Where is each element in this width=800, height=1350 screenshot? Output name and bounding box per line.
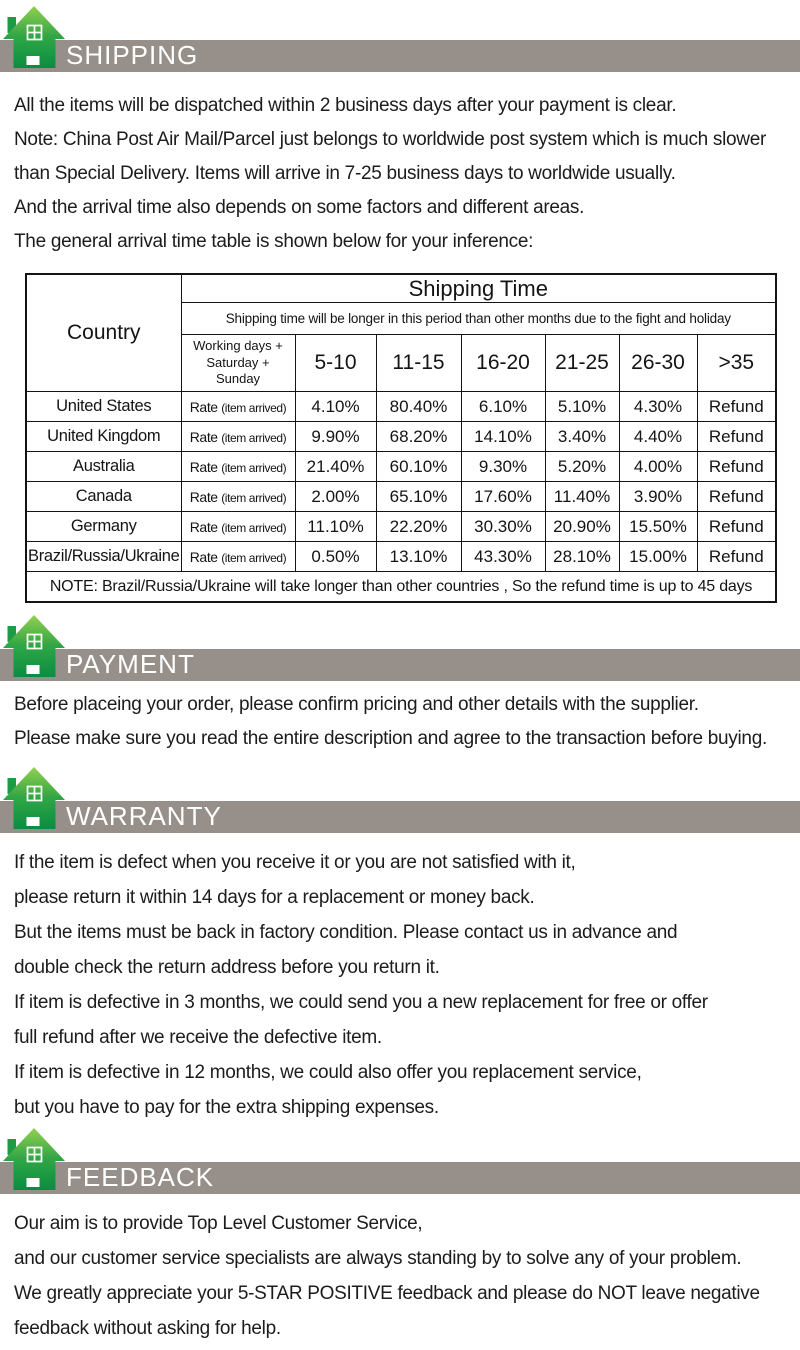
rate-value: 68.20% [376, 422, 461, 452]
country-cell: United States [26, 392, 181, 422]
rate-value: 65.10% [376, 482, 461, 512]
shipping-banner [0, 40, 800, 72]
rate-sublabel: (item arrived) [221, 430, 287, 445]
rate-label-cell [181, 392, 295, 422]
feedback-text-line: feedback without asking for help. [14, 1317, 281, 1339]
house-icon [3, 5, 65, 69]
rate-label: Rate [189, 398, 218, 415]
country-cell: Brazil/Russia/Ukraine [26, 542, 181, 572]
feedback-section-title: FEEDBACK [66, 1162, 215, 1192]
rate-value: 60.10% [376, 452, 461, 482]
rate-value: 17.60% [461, 482, 545, 512]
house-icon [3, 766, 65, 830]
rate-value: 22.20% [376, 512, 461, 542]
working-days-line: Saturday + [206, 354, 270, 370]
rate-value: 9.30% [461, 452, 545, 482]
rate-value: 4.10% [295, 392, 376, 422]
refund-cell: Refund [697, 512, 776, 542]
table-row [26, 392, 776, 422]
house-icon [3, 614, 65, 678]
rate-sublabel: (item arrived) [221, 490, 287, 505]
rate-value: 15.50% [619, 512, 697, 542]
rate-value: 21.40% [295, 452, 376, 482]
rate-value: 3.40% [545, 422, 619, 452]
warranty-paragraph [14, 845, 800, 1125]
range-header: 16-20 [461, 335, 545, 392]
table-header-shipping-time: Shipping Time [181, 274, 776, 303]
range-header: 11-15 [376, 335, 461, 392]
warranty-text-line: If the item is defect when you receive it or you are not satisfied with it, [14, 851, 576, 873]
rate-value: 30.30% [461, 512, 545, 542]
rate-value: 28.10% [545, 542, 619, 572]
table-header-working-days [181, 335, 295, 392]
feedback-banner [0, 1162, 800, 1194]
refund-cell: Refund [697, 482, 776, 512]
table-note-text: NOTE: Brazil/Russia/Ukraine will take longer than other countries , So the refund time is up to 45 days [26, 572, 776, 603]
country-cell: Australia [26, 452, 181, 482]
country-cell: United Kingdom [26, 422, 181, 452]
table-row [26, 542, 776, 572]
rate-value: 80.40% [376, 392, 461, 422]
rate-value: 0.50% [295, 542, 376, 572]
working-days-line: Sunday [215, 371, 261, 387]
warranty-text-line: but you have to pay for the extra shipping expenses. [14, 1096, 439, 1118]
rate-value: 11.40% [545, 482, 619, 512]
payment-section-title: PAYMENT [66, 649, 195, 679]
rate-label: Rate [189, 458, 218, 475]
house-icon [3, 1127, 65, 1191]
rate-value: 13.10% [376, 542, 461, 572]
warranty-text-line: If item is defective in 3 months, we could send you a new replacement for free or offer [14, 991, 708, 1013]
warranty-banner [0, 801, 800, 833]
table-header-country: Country [26, 274, 181, 392]
warranty-text-line: But the items must be back in factory condition. Please contact us in advance and [14, 921, 678, 943]
table-header-row [26, 274, 776, 303]
rate-sublabel: (item arrived) [221, 520, 287, 535]
rate-value: 4.40% [619, 422, 697, 452]
warranty-text-line: full refund after we receive the defective item. [14, 1026, 382, 1048]
feedback-paragraph [14, 1206, 800, 1346]
table-row [26, 512, 776, 542]
feedback-text-line: and our customer service specialists are always standing by to solve any of your problem. [14, 1247, 742, 1269]
working-days-line: Working days + [193, 337, 283, 353]
rate-label: Rate [189, 488, 218, 505]
refund-cell: Refund [697, 422, 776, 452]
country-cell: Germany [26, 512, 181, 542]
shipping-paragraph [14, 89, 800, 259]
table-row [26, 422, 776, 452]
rate-value: 3.90% [619, 482, 697, 512]
rate-value: 11.10% [295, 512, 376, 542]
rate-label-cell [181, 482, 295, 512]
rate-value: 4.30% [619, 392, 697, 422]
table-row [26, 482, 776, 512]
table-note-row [26, 572, 776, 603]
rate-label-cell [181, 422, 295, 452]
rate-label-cell [181, 452, 295, 482]
warranty-text-line: please return it within 14 days for a replacement or money back. [14, 886, 535, 908]
range-header: 5-10 [295, 335, 376, 392]
shipping-text-line: And the arrival time also depends on some factors and different areas. [14, 197, 585, 218]
refund-cell: Refund [697, 452, 776, 482]
table-subheader-text: Shipping time will be longer in this period than other months due to the fight and holiday [181, 303, 776, 335]
payment-text-line: Please make sure you read the entire description and agree to the transaction before buying. [14, 728, 767, 749]
range-header: 26-30 [619, 335, 697, 392]
payment-banner [0, 649, 800, 681]
rate-value: 43.30% [461, 542, 545, 572]
warranty-text-line: If item is defective in 12 months, we could also offer you replacement service, [14, 1061, 642, 1083]
rate-value: 5.10% [545, 392, 619, 422]
rate-value: 6.10% [461, 392, 545, 422]
country-cell: Canada [26, 482, 181, 512]
range-header: 21-25 [545, 335, 619, 392]
rate-label: Rate [189, 518, 218, 535]
range-header: >35 [697, 335, 776, 392]
refund-cell: Refund [697, 542, 776, 572]
shipping-text-line: The general arrival time table is shown below for your inference: [14, 231, 534, 252]
shipping-time-table [25, 273, 777, 603]
payment-text-line: Before placeing your order, please confirm pricing and other details with the supplier. [14, 694, 699, 715]
refund-cell: Refund [697, 392, 776, 422]
rate-sublabel: (item arrived) [221, 400, 287, 415]
rate-label: Rate [189, 428, 218, 445]
rate-label: Rate [189, 548, 218, 565]
feedback-text-line: We greatly appreciate your 5-STAR POSITIVE feedback and please do NOT leave negative [14, 1282, 760, 1304]
shipping-text-line: Note: China Post Air Mail/Parcel just belongs to worldwide post system which is much slower [14, 129, 767, 150]
rate-sublabel: (item arrived) [221, 460, 287, 475]
rate-label-cell [181, 542, 295, 572]
rate-value: 9.90% [295, 422, 376, 452]
rate-value: 5.20% [545, 452, 619, 482]
shipping-text-line: than Special Delivery. Items will arrive in 7-25 business days to worldwide usually. [14, 163, 676, 184]
rate-value: 15.00% [619, 542, 697, 572]
payment-paragraph [14, 688, 800, 756]
shipping-text-line: All the items will be dispatched within 2 business days after your payment is clear. [14, 95, 677, 116]
shipping-section-title: SHIPPING [66, 40, 199, 70]
warranty-text-line: double check the return address before you return it. [14, 956, 440, 978]
rate-value: 14.10% [461, 422, 545, 452]
rate-value: 20.90% [545, 512, 619, 542]
rate-label-cell [181, 512, 295, 542]
feedback-text-line: Our aim is to provide Top Level Customer Service, [14, 1212, 423, 1234]
rate-value: 2.00% [295, 482, 376, 512]
rate-sublabel: (item arrived) [221, 550, 287, 565]
rate-value: 4.00% [619, 452, 697, 482]
table-row [26, 452, 776, 482]
warranty-section-title: WARRANTY [66, 801, 222, 831]
